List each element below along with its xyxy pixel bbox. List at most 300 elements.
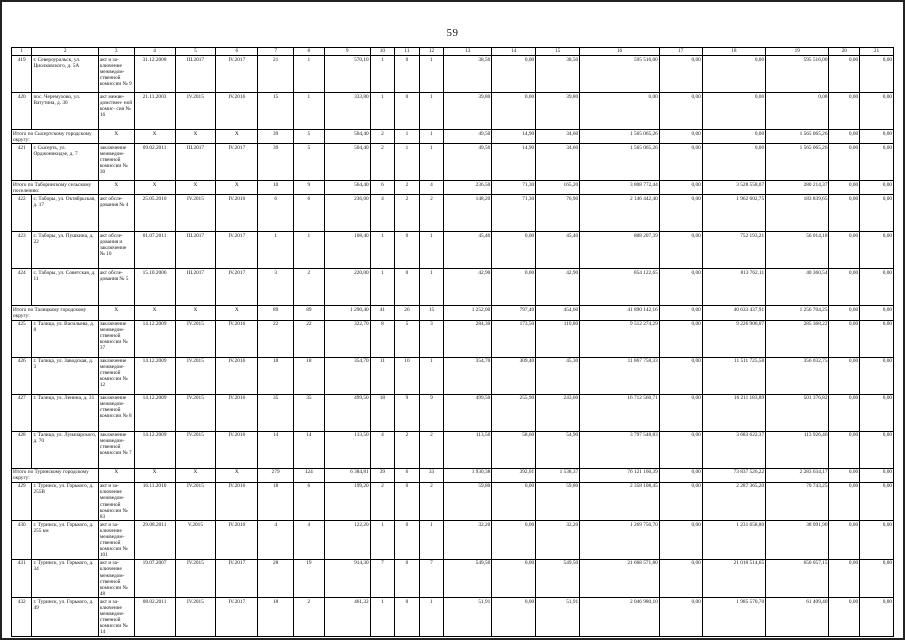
table-cell: 113,50 xyxy=(324,431,370,468)
table-cell: 0,00 xyxy=(659,130,702,144)
table-cell: 1 xyxy=(294,232,325,269)
table-cell: 29.08.2011 xyxy=(134,521,175,560)
table-cell: X xyxy=(216,468,258,482)
table-cell: 2 xyxy=(419,482,444,521)
table-cell: 0,00 xyxy=(829,468,860,482)
table-cell: 0,00 xyxy=(829,357,860,394)
table-cell: 0,00 xyxy=(766,93,829,130)
table-cell: 10 xyxy=(258,181,294,195)
table-cell: IV.2015 xyxy=(175,357,216,394)
table-cell: 650 057,15 xyxy=(766,559,829,598)
table-cell: 16 211 183,89 xyxy=(702,394,765,431)
column-number: 6 xyxy=(216,48,258,56)
table-row xyxy=(12,144,894,181)
table-cell: 14.12.2009 xyxy=(134,357,175,394)
page-number: 59 xyxy=(446,27,459,39)
table-cell: 38,50 xyxy=(444,56,492,93)
table-cell: г. Талица, ул. Васильева, д. 8 xyxy=(32,320,98,357)
table-cell: 0,00 xyxy=(860,56,894,93)
table-cell: 39,80 xyxy=(444,93,492,130)
table-cell: 28 xyxy=(258,559,294,598)
table-cell: 284,30 xyxy=(444,320,492,357)
table-cell: 333,80 xyxy=(324,93,370,130)
subtotal-label: Итого по Сысертскому городскому округу: xyxy=(12,130,99,144)
table-cell: г. Талица, ул. Заводская, д. 3 xyxy=(32,357,98,394)
table-cell: 71,30 xyxy=(492,181,536,195)
table-cell: 1 xyxy=(419,521,444,560)
column-number: 16 xyxy=(580,48,660,56)
table-cell: 3 528 558,07 xyxy=(702,181,765,195)
table-cell: акт и за- ключение межведом- ственной комиссии № 14 xyxy=(98,598,134,637)
table-cell: 5 xyxy=(294,130,325,144)
table-cell: 1 xyxy=(395,144,420,181)
table-cell: IV.2016 xyxy=(216,320,258,357)
table-cell: IV.2017 xyxy=(216,269,258,306)
table-cell: 3 797 548,83 xyxy=(580,431,660,468)
table-body xyxy=(12,56,894,637)
table-cell: 22 xyxy=(258,320,294,357)
table-cell: 0,00 xyxy=(829,320,860,357)
table-cell: г. Туринск, ул. Горького, д. 34 xyxy=(32,559,98,598)
table-cell: 25.05.2010 xyxy=(134,195,175,232)
table-cell: 0,00 xyxy=(829,144,860,181)
table-cell: IV.2017 xyxy=(216,56,258,93)
table-cell: III.2017 xyxy=(175,56,216,93)
table-cell: 2 xyxy=(370,130,395,144)
table-cell: 425 xyxy=(12,320,32,357)
table-cell: 22 xyxy=(294,320,325,357)
table-cell: 243,60 xyxy=(536,394,580,431)
table-cell: 76 121 160,39 xyxy=(580,468,660,482)
table-cell: 236,00 xyxy=(324,195,370,232)
column-number: 17 xyxy=(659,48,702,56)
table-cell: 21 018 514,65 xyxy=(702,559,765,598)
table-cell: 0,00 xyxy=(492,269,536,306)
table-cell: 0,00 xyxy=(829,559,860,598)
table-cell: акт и за- ключение межведом- ственной комиссии № 83 xyxy=(98,482,134,521)
table-cell: 0,00 xyxy=(860,195,894,232)
table-cell: 2 146 442,40 xyxy=(580,195,660,232)
table-cell: 0,00 xyxy=(829,521,860,560)
table-cell: 1 xyxy=(370,521,395,560)
table-cell: IV.2016 xyxy=(216,482,258,521)
column-number: 12 xyxy=(419,48,444,56)
table-cell: 421 xyxy=(12,144,32,181)
table-cell: 432 xyxy=(12,598,32,637)
table-cell: 3 xyxy=(419,320,444,357)
column-number: 7 xyxy=(258,48,294,56)
table-cell: 392,01 xyxy=(492,468,536,482)
table-cell: 431 xyxy=(12,559,32,598)
table-cell: 504,40 xyxy=(324,130,370,144)
table-cell: 59,80 xyxy=(444,482,492,521)
table-row xyxy=(12,559,894,598)
table-cell: акт и за- ключение межведом- ственной комиссии № 48 xyxy=(98,559,134,598)
table-cell: 854 122,65 xyxy=(580,269,660,306)
subtotal-label: Итого по Туринскому городскому округу: xyxy=(12,468,99,482)
table-cell: 0,00 xyxy=(860,394,894,431)
table-cell: 1 985 570,70 xyxy=(702,598,765,637)
table-cell: акт обсле- дования и заключение № 10 xyxy=(98,232,134,269)
table-cell: 0,00 xyxy=(829,269,860,306)
table-cell: 18 xyxy=(258,482,294,521)
subtotal-row xyxy=(12,181,894,195)
table-cell: 570,10 xyxy=(324,56,370,93)
table-cell: IV.2015 xyxy=(175,482,216,521)
table-cell: 0,00 xyxy=(829,130,860,144)
column-number: 8 xyxy=(294,48,325,56)
table-cell: 1 xyxy=(370,598,395,637)
table-cell: 59,80 xyxy=(536,482,580,521)
table-cell: 0 xyxy=(395,269,420,306)
subtotal-row xyxy=(12,468,894,482)
table-cell: 0 xyxy=(395,232,420,269)
column-number: 10 xyxy=(370,48,395,56)
table-cell: 2 xyxy=(294,598,325,637)
table-cell: г. Талица, ул. Луначарского, д. 70 xyxy=(32,431,98,468)
table-cell: г. Талица, ул. Ленина, д. 31 xyxy=(32,394,98,431)
table-cell: IV.2016 xyxy=(216,93,258,130)
table-cell: 9 xyxy=(419,394,444,431)
column-number: 19 xyxy=(766,48,829,56)
table-cell: 0,00 xyxy=(659,56,702,93)
table-cell: г. Туринск, ул. Горького, д. 255 км xyxy=(32,521,98,560)
table-cell: 14,90 xyxy=(492,144,536,181)
table-cell: 0,00 xyxy=(659,559,702,598)
table-cell: 0,00 xyxy=(580,93,660,130)
table-cell: 54,90 xyxy=(536,431,580,468)
table-cell: X xyxy=(175,468,216,482)
table-cell: 8 xyxy=(370,320,395,357)
table-cell: 0,00 xyxy=(492,521,536,560)
table-cell: 89 xyxy=(294,306,325,320)
table-cell: 11 xyxy=(370,357,395,394)
table-cell: 4 xyxy=(258,521,294,560)
table-cell: 4 xyxy=(370,195,395,232)
table-cell: 4 xyxy=(370,431,395,468)
table-cell: 1 962 602,75 xyxy=(702,195,765,232)
table-cell: 199,20 xyxy=(324,482,370,521)
table-cell: 220,00 xyxy=(324,269,370,306)
table-cell: 501 376,82 xyxy=(766,394,829,431)
table-cell: акт обсле- дования № 5 xyxy=(98,269,134,306)
table-cell: IV.2016 xyxy=(216,394,258,431)
table-cell: 4 xyxy=(419,181,444,195)
table-cell: 1 xyxy=(419,93,444,130)
column-number: 5 xyxy=(175,48,216,56)
table-cell: 1 565 065,26 xyxy=(580,130,660,144)
table-cell: 45,30 xyxy=(536,357,580,394)
table-cell: 549,50 xyxy=(444,559,492,598)
table-cell: 9 226 906,07 xyxy=(702,320,765,357)
subtotal-row xyxy=(12,306,894,320)
table-cell: X xyxy=(216,130,258,144)
table-cell: 424 xyxy=(12,269,32,306)
table-cell: 0,00 xyxy=(860,93,894,130)
table-cell: 461,32 xyxy=(324,598,370,637)
table-row xyxy=(12,56,894,93)
table-cell: 61 409,40 xyxy=(766,598,829,637)
column-number: 20 xyxy=(829,48,860,56)
table-row xyxy=(12,521,894,560)
table-cell: 0,00 xyxy=(702,56,765,93)
table-cell: 18 xyxy=(258,357,294,394)
table-cell: 4 xyxy=(294,521,325,560)
table-cell: 122,20 xyxy=(324,521,370,560)
table-cell: 0 xyxy=(395,559,420,598)
table-cell: 0,00 xyxy=(659,195,702,232)
table-cell: 797,40 xyxy=(492,306,536,320)
table-cell: 499,50 xyxy=(444,394,492,431)
table-cell: X xyxy=(216,181,258,195)
table-cell: 504,40 xyxy=(324,144,370,181)
table-cell: 430 xyxy=(12,521,32,560)
column-number: 15 xyxy=(536,48,580,56)
table-cell: 0,00 xyxy=(659,482,702,521)
table-cell: 2 xyxy=(395,181,420,195)
table-cell: 40 633 437,91 xyxy=(702,306,765,320)
table-cell: 429 xyxy=(12,482,32,521)
table-cell: 41 xyxy=(370,306,395,320)
table-cell: 01.07.2011 xyxy=(134,232,175,269)
column-number: 9 xyxy=(324,48,370,56)
table-cell: 5 xyxy=(395,320,420,357)
table-cell: акт межве- домствен- ной комис- сии № 16 xyxy=(98,93,134,130)
table-cell: 236,50 xyxy=(444,181,492,195)
table-cell: 1 xyxy=(370,56,395,93)
table-row xyxy=(12,93,894,130)
table-cell: 76,90 xyxy=(536,195,580,232)
table-cell: 1 xyxy=(294,93,325,130)
table-cell: IV.2016 xyxy=(216,357,258,394)
table-cell: 6 384,81 xyxy=(324,468,370,482)
table-cell: 5 xyxy=(294,144,325,181)
table-cell: 7 xyxy=(370,559,395,598)
table-cell: 09.02.2011 xyxy=(134,144,175,181)
table-cell: 14.12.2009 xyxy=(134,431,175,468)
table-cell: 45,40 xyxy=(536,232,580,269)
table-cell: 0,00 xyxy=(860,431,894,468)
table-cell: заключение межведом- ственной комиссии № 12 xyxy=(98,357,134,394)
table-cell: 595 516,00 xyxy=(580,56,660,93)
table-cell: IV.2016 xyxy=(216,521,258,560)
table-cell: X xyxy=(98,181,134,195)
table-cell: 0,00 xyxy=(492,482,536,521)
table-cell: 9 xyxy=(395,394,420,431)
table-cell: 0,00 xyxy=(659,93,702,130)
table-cell: 0,00 xyxy=(492,232,536,269)
column-number: 21 xyxy=(860,48,894,56)
table-cell: 18 xyxy=(258,598,294,637)
table-cell: 113,50 xyxy=(444,431,492,468)
table-cell: 183 839,65 xyxy=(766,195,829,232)
table-cell: 08.02.2011 xyxy=(134,598,175,637)
table-cell: 0,00 xyxy=(829,482,860,521)
table-cell: акт и за- ключение межведом- ственной комиссии № 101 xyxy=(98,521,134,560)
table-cell: 1 xyxy=(370,93,395,130)
table-cell: IV.2015 xyxy=(175,559,216,598)
table-cell: 6 xyxy=(370,181,395,195)
table-cell: 0,00 xyxy=(702,144,765,181)
table-cell: 0,00 xyxy=(492,559,536,598)
table-cell: 0,00 xyxy=(702,130,765,144)
table-cell: г. Туринск, ул. Горького, д. 255В xyxy=(32,482,98,521)
table-cell: 354,70 xyxy=(444,357,492,394)
table-cell: 42,90 xyxy=(444,269,492,306)
table-cell: 0,00 xyxy=(860,269,894,306)
table-cell: 108,40 xyxy=(324,232,370,269)
table-cell: 1 xyxy=(419,130,444,144)
table-cell: 11 511 725,58 xyxy=(702,357,765,394)
table-cell: 15 xyxy=(258,93,294,130)
table-cell: V.2015 xyxy=(175,521,216,560)
table-row xyxy=(12,598,894,637)
table-cell: 0,00 xyxy=(829,306,860,320)
table-cell: 21 668 571,80 xyxy=(580,559,660,598)
table-cell: 1 xyxy=(370,269,395,306)
table-cell: заключение межведом- ственной комиссии № 8 xyxy=(98,394,134,431)
table-cell: 1 xyxy=(419,269,444,306)
table-row xyxy=(12,431,894,468)
table-cell: 39 xyxy=(258,144,294,181)
table-cell: 0,00 xyxy=(659,394,702,431)
table-cell: 422 xyxy=(12,195,32,232)
table-cell: 1 538,37 xyxy=(536,468,580,482)
table-row xyxy=(12,195,894,232)
table-cell: III.2017 xyxy=(175,144,216,181)
table-cell: 34,60 xyxy=(536,130,580,144)
table-cell: с. Таборы, ул. Пушкина, д. 22 xyxy=(32,232,98,269)
table-cell: IV.2017 xyxy=(216,559,258,598)
table-cell: 2 xyxy=(294,269,325,306)
table-row xyxy=(12,232,894,269)
column-number: 14 xyxy=(492,48,536,56)
table-cell: 595 516,00 xyxy=(766,56,829,93)
table-cell: X xyxy=(134,130,175,144)
table-cell: 1 256 704,25 xyxy=(766,306,829,320)
table-row xyxy=(12,320,894,357)
table-cell: 0 xyxy=(395,521,420,560)
table-cell: 0,00 xyxy=(860,232,894,269)
column-number: 1 xyxy=(12,48,32,56)
table-cell: 420 xyxy=(12,93,32,130)
table-cell: 0,00 xyxy=(860,468,894,482)
subtotal-label: Итого по Талицкому городскому округу: xyxy=(12,306,99,320)
table-cell: 16 712 560,71 xyxy=(580,394,660,431)
table-cell: с. Таборы, ул. Советская, д. 11 xyxy=(32,269,98,306)
table-cell: IV.2017 xyxy=(216,232,258,269)
table-cell: 6 xyxy=(294,482,325,521)
table-cell: 1 252,00 xyxy=(444,306,492,320)
table-cell: 73 837 526,22 xyxy=(702,468,765,482)
table-cell: 173,50 xyxy=(492,320,536,357)
table-cell: 113 926,46 xyxy=(766,431,829,468)
table-cell: 1 xyxy=(419,56,444,93)
table-row xyxy=(12,357,894,394)
column-number: 11 xyxy=(395,48,420,56)
table-cell: 16.11.2010 xyxy=(134,482,175,521)
table-cell: с. Таборы, ул. Октябрьская, д. 17 xyxy=(32,195,98,232)
table-cell: 9 xyxy=(294,181,325,195)
table-cell: IV.2016 xyxy=(216,195,258,232)
table-cell: 0,00 xyxy=(860,559,894,598)
table-cell: 1 269 750,70 xyxy=(580,521,660,560)
table-cell: III.2017 xyxy=(175,232,216,269)
table-cell: 499,50 xyxy=(324,394,370,431)
table-cell: 0,00 xyxy=(829,181,860,195)
table-cell: 6 xyxy=(294,195,325,232)
table-cell: X xyxy=(134,306,175,320)
table-cell: 124 xyxy=(294,468,325,482)
table-cell: 0,00 xyxy=(860,306,894,320)
table-cell: 18 xyxy=(294,357,325,394)
table-cell: X xyxy=(98,468,134,482)
table-cell: г. Туринск, ул. Горького, д. 49 xyxy=(32,598,98,637)
table-cell: 0,00 xyxy=(659,521,702,560)
table-cell: 427 xyxy=(12,394,32,431)
table-cell: 0,00 xyxy=(659,232,702,269)
table-cell: IV.2015 xyxy=(175,431,216,468)
table-cell: 1 xyxy=(294,56,325,93)
table-cell: 0,00 xyxy=(829,431,860,468)
table-cell: 1 565 065,26 xyxy=(766,130,829,144)
table-cell: 45,40 xyxy=(444,232,492,269)
table-cell: X xyxy=(175,130,216,144)
table-cell: 2 xyxy=(419,195,444,232)
table-cell: X xyxy=(98,306,134,320)
table-cell: 0,00 xyxy=(659,598,702,637)
table-cell: 1 xyxy=(419,232,444,269)
table-cell: 564,40 xyxy=(324,181,370,195)
table-cell: 280 214,37 xyxy=(766,181,829,195)
table-cell: 38 091,90 xyxy=(766,521,829,560)
table-cell: 808 207,39 xyxy=(580,232,660,269)
table-cell: 0,00 xyxy=(829,232,860,269)
table-cell: 2 xyxy=(395,431,420,468)
table-cell: 39 xyxy=(370,468,395,482)
table-row xyxy=(12,269,894,306)
table-cell: 1 930,38 xyxy=(444,468,492,482)
table-cell: 2 xyxy=(370,144,395,181)
table-cell: 21.11.2003 xyxy=(134,93,175,130)
table-cell: 14 xyxy=(258,431,294,468)
table-cell: 285 368,22 xyxy=(766,320,829,357)
table-cell: 0,00 xyxy=(860,320,894,357)
table-cell: 0,00 xyxy=(829,93,860,130)
table-cell: 0,00 xyxy=(860,181,894,195)
table-cell: 428 xyxy=(12,431,32,468)
table-cell: 0,00 xyxy=(702,93,765,130)
table-cell: 0,00 xyxy=(860,357,894,394)
table-cell: 2 283 634,17 xyxy=(766,468,829,482)
table-cell: 14.12.2009 xyxy=(134,394,175,431)
table-cell: 2 xyxy=(370,482,395,521)
table-cell: X xyxy=(134,181,175,195)
table-cell: 0,00 xyxy=(829,195,860,232)
table-cell: 70 743,25 xyxy=(766,482,829,521)
table-cell: 10 xyxy=(395,357,420,394)
table-row xyxy=(12,482,894,521)
table-cell: X xyxy=(175,306,216,320)
table-cell: X xyxy=(98,130,134,144)
table-cell: 32,20 xyxy=(536,521,580,560)
table-cell: 1 565 065,26 xyxy=(766,144,829,181)
table-cell: 0,00 xyxy=(829,56,860,93)
table-cell: 914,30 xyxy=(324,559,370,598)
table-cell: 0,00 xyxy=(659,357,702,394)
table-cell: 1 xyxy=(419,598,444,637)
table-cell: 356 032,75 xyxy=(766,357,829,394)
